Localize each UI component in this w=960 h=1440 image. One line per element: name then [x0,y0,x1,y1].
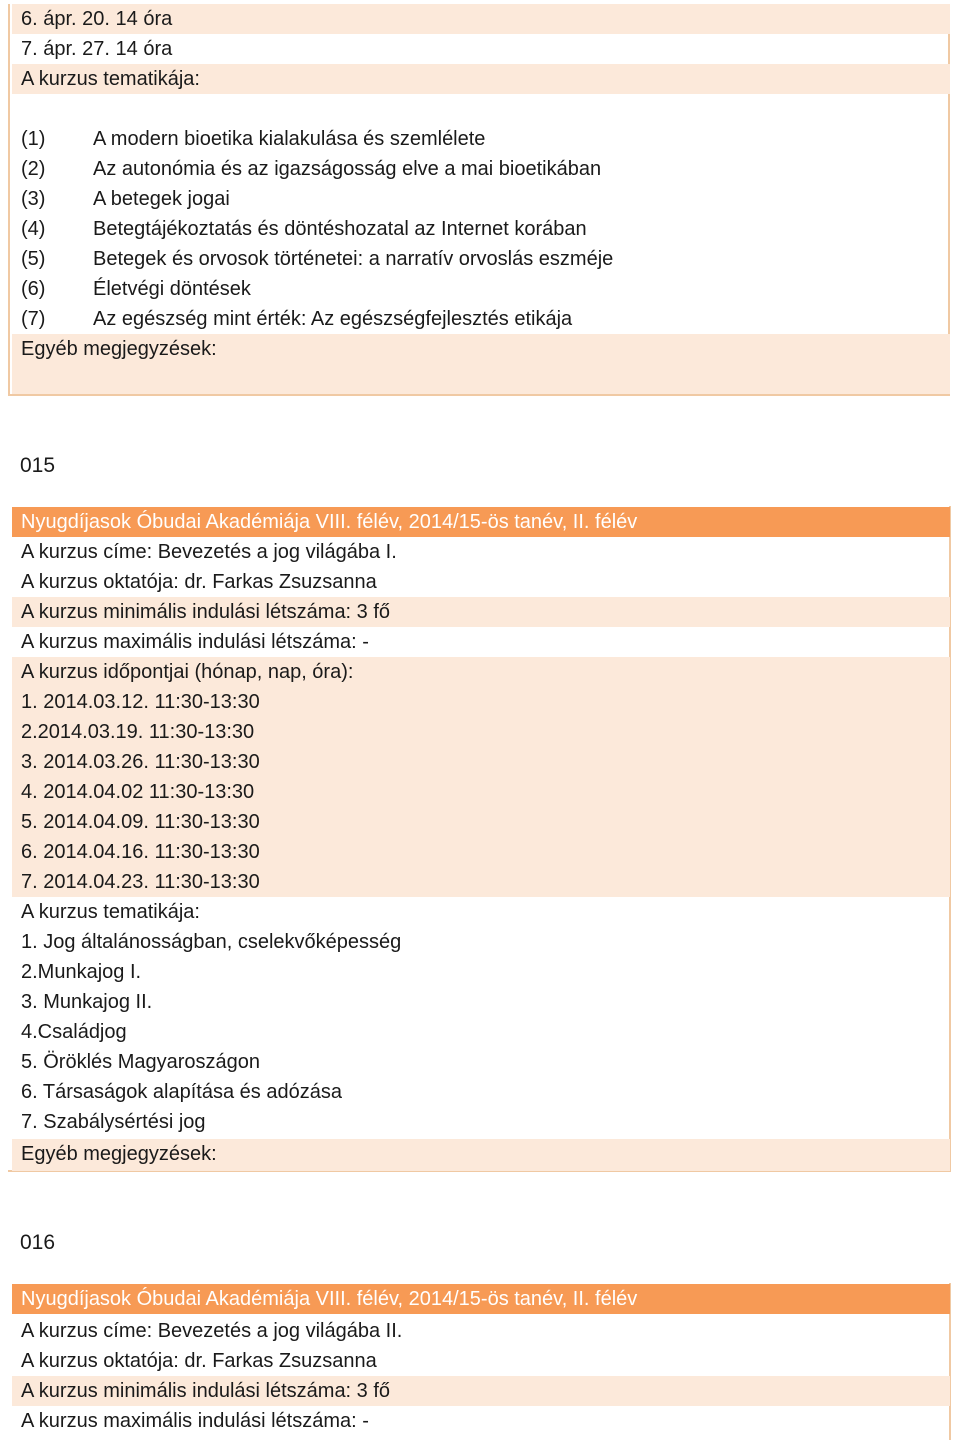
course-time: 3. 2014.03.26. 11:30-13:30 [12,747,950,777]
course-time: 5. 2014.04.09. 11:30-13:30 [12,807,950,837]
notes-label: Egyéb megjegyzések: [12,334,950,394]
topic-item: (6) Életvégi döntések [21,278,251,300]
topic-item: (3) A betegek jogai [21,188,230,210]
course-min: A kurzus minimális indulási létszáma: 3 fő [12,597,950,627]
topic-item: (5) Betegek és orvosok történetei: a narratív orvoslás eszméje [21,248,614,270]
topic-item: (7) Az egészség mint érték: Az egészségfejlesztés etikája [21,308,573,330]
topic-item: (4) Betegtájékoztatás és döntéshozatal az Internet korában [21,218,587,240]
course-topic: 2.Munkajog I. [21,961,142,983]
topic-item: (2) Az autonómia és az igazságosság elve a mai bioetikában [21,158,602,180]
date-row-6: 6. ápr. 20. 14 óra [12,4,950,34]
course-time: 1. 2014.03.12. 11:30-13:30 [12,687,950,717]
course-topic: 5. Öröklés Magyaroszágon [21,1051,261,1073]
course-min: A kurzus minimális indulási létszáma: 3 fő [12,1376,950,1406]
section-number: 016 [20,1231,56,1254]
course-time: 7. 2014.04.23. 11:30-13:30 [12,867,950,897]
course-times-label: A kurzus időpontjai (hónap, nap, óra): [12,657,950,687]
course-topic: 7. Szabálysértési jog [21,1111,206,1133]
blank-row [12,94,950,124]
course-topic: 6. Társaságok alapítása és adózása [21,1081,342,1103]
section-number: 015 [20,454,56,477]
course-time: 6. 2014.04.16. 11:30-13:30 [12,837,950,867]
course-time: 2.2014.03.19. 11:30-13:30 [12,717,950,747]
course-max: A kurzus maximális indulási létszáma: - [21,631,369,653]
course-title: A kurzus címe: Bevezetés a jog világába I. [21,541,397,563]
course-topic: 1. Jog általánosságban, cselekvőképesség [21,931,402,953]
course-topic: 3. Munkajog II. [21,991,153,1013]
course-notes-label: Egyéb megjegyzések: [12,1139,950,1171]
course-max: A kurzus maximális indulási létszáma: - [21,1410,369,1432]
course-teacher: A kurzus oktatója: dr. Farkas Zsuzsanna [21,1350,377,1372]
topics-label: A kurzus tematikája: [12,64,950,94]
date-row-7: 7. ápr. 27. 14 óra [21,38,173,60]
course-header: Nyugdíjasok Óbudai Akadémiája VIII. félév, 2014/15-ös tanév, II. félév [12,507,950,537]
course-teacher: A kurzus oktatója: dr. Farkas Zsuzsanna [21,571,377,593]
topic-item: (1) A modern bioetika kialakulása és szemlélete [21,128,486,150]
course-header: Nyugdíjasok Óbudai Akadémiája VIII. félév, 2014/15-ös tanév, II. félév [12,1284,950,1314]
course-topics-label: A kurzus tematikája: [21,901,200,923]
course-time: 4. 2014.04.02 11:30-13:30 [12,777,950,807]
course-title: A kurzus címe: Bevezetés a jog világába II. [21,1320,403,1342]
course-topic: 4.Családjog [21,1021,127,1043]
